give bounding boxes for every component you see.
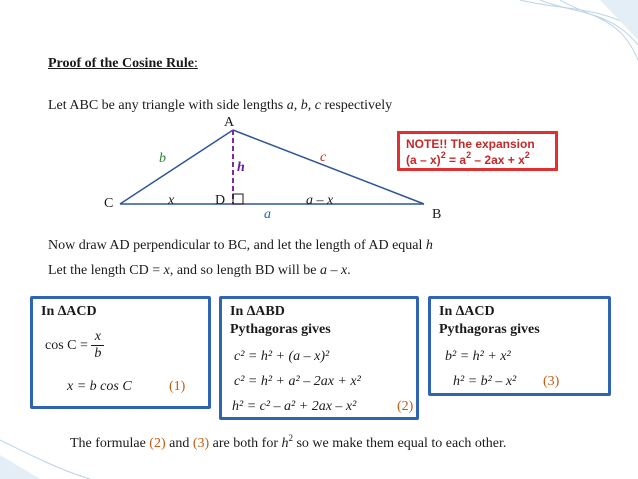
box3-title-2: Pythagoras gives xyxy=(439,322,540,337)
box2-tag: (2) xyxy=(397,399,414,414)
box2-eq-3: h² = c² – a² + 2ax – x² xyxy=(232,399,357,414)
vertex-a-label: A xyxy=(224,115,235,130)
expansion-note xyxy=(397,131,558,171)
height-h-label: h xyxy=(237,160,245,175)
note-line-2: $(a - x)^2 = a^2 - 2ax + x^2$ xyxy=(406,150,530,167)
box1-title: In ∆ACD xyxy=(41,304,97,319)
conclusion-line: The formulae (2) and (3) are both for $h^2$ so we make them equal to each other. xyxy=(70,433,507,451)
box-abd-pythagoras xyxy=(219,296,419,420)
step-segment-lengths: Let the length CD = x, and so length BD will be a – x. xyxy=(48,263,351,278)
right-angle-mark xyxy=(233,194,243,204)
segment-x-label: x xyxy=(168,193,175,208)
page-title: Proof of the Cosine Rule: xyxy=(48,56,198,71)
step-perpendicular: Now draw AD perpendicular to BC, and let the length of AD equal h xyxy=(48,238,433,253)
side-b-label: b xyxy=(159,151,166,166)
box1-tag: (1) xyxy=(169,379,186,394)
box3-title-1: In ∆ACD xyxy=(439,304,495,319)
box3-eq-2: h² = b² – x² xyxy=(453,374,517,389)
intro-line: Let ABC be any triangle with side lengths a, b, c respectively xyxy=(48,98,393,113)
side-c-label: c xyxy=(320,150,327,165)
box2-title-1: In ∆ABD xyxy=(230,304,285,319)
box-acd-pythagoras xyxy=(428,296,611,396)
box2-eq-1: c² = h² + (a – x)² xyxy=(234,349,330,364)
box2-title-2: Pythagoras gives xyxy=(230,322,331,337)
box3-eq-1: b² = h² + x² xyxy=(445,349,511,364)
segment-a-minus-x-label: a – x xyxy=(306,193,334,208)
vertex-c-label: C xyxy=(104,196,114,211)
note-line-1: NOTE!! The expansion xyxy=(406,137,535,151)
box-acd-cosine xyxy=(30,296,211,409)
box3-tag: (3) xyxy=(543,374,560,389)
side-a-label: a xyxy=(264,207,271,222)
box2-eq-2: c² = h² + a² – 2ax + x² xyxy=(234,374,361,389)
vertex-b-label: B xyxy=(432,207,442,222)
box1-eq-x: x = b cos C xyxy=(67,379,132,394)
point-d-label: D xyxy=(215,193,226,208)
box1-eq-cos: cos C = $\frac{x}{b}$ xyxy=(45,329,104,362)
